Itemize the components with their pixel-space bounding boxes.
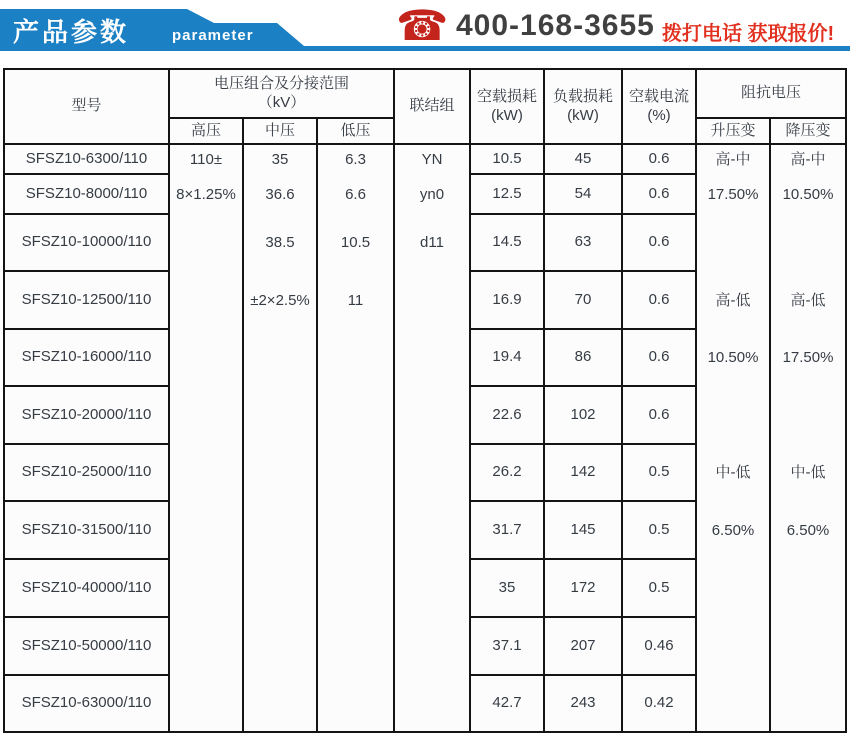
connection-merged-column-line bbox=[395, 272, 469, 330]
model-cell: SFSZ10-50000/110 bbox=[5, 618, 168, 674]
no-load-current-cell: 0.46 bbox=[623, 618, 695, 674]
mv-merged-column-line: 36.6 bbox=[265, 185, 295, 203]
mv-merged-column-line bbox=[244, 445, 316, 502]
load-loss-cell: 54 bbox=[545, 175, 621, 213]
lv-merged-column-line: 11 bbox=[347, 291, 364, 309]
header-lv: 低压 bbox=[318, 119, 393, 143]
mv-merged-column-line bbox=[244, 560, 316, 618]
step-down-merged-column-line: 17.50% bbox=[782, 349, 834, 367]
connection-merged-column-line bbox=[395, 502, 469, 560]
header-impedance-label: 阻抗电压 bbox=[740, 84, 801, 102]
lv-merged-column-line: 6.3 bbox=[345, 150, 366, 168]
hv-merged-column-line: 8×1.25% bbox=[176, 185, 236, 203]
load-loss-cell: 142 bbox=[545, 445, 621, 500]
load-loss-cell: 63 bbox=[545, 215, 621, 270]
no-load-loss-cell: 42.7 bbox=[471, 676, 543, 731]
mv-merged-column-line bbox=[244, 330, 316, 387]
step-down-merged-column bbox=[771, 145, 845, 731]
load-loss-cell: 207 bbox=[545, 618, 621, 674]
step-up-merged-column-line: 高-中 bbox=[715, 150, 751, 168]
model-cell: SFSZ10-12500/110 bbox=[5, 272, 168, 328]
lv-merged-column-line bbox=[318, 560, 393, 618]
header-load-loss-line1: 负载损耗 bbox=[552, 87, 613, 105]
connection-merged-column bbox=[395, 145, 469, 731]
model-cell: SFSZ10-10000/110 bbox=[5, 215, 168, 270]
connection-merged-column-line bbox=[395, 330, 469, 387]
page-title: 产品参数 bbox=[13, 17, 130, 47]
mv-merged-column-line: 38.5 bbox=[265, 234, 295, 252]
page-subtitle: parameter bbox=[172, 27, 254, 44]
load-loss-cell: 70 bbox=[545, 272, 621, 328]
header-model bbox=[5, 70, 168, 143]
mv-merged-column-line bbox=[244, 676, 316, 731]
connection-merged-column-line bbox=[395, 618, 469, 676]
model-cell: SFSZ10-20000/110 bbox=[5, 387, 168, 443]
no-load-loss-cell: 10.5 bbox=[471, 145, 543, 173]
lv-merged-column-line bbox=[318, 445, 393, 502]
connection-merged-column-line: yn0 bbox=[419, 185, 445, 203]
hv-merged-column-line bbox=[170, 445, 242, 502]
no-load-current-cell: 0.5 bbox=[623, 502, 695, 558]
no-load-loss-cell: 22.6 bbox=[471, 387, 543, 443]
model-cell: SFSZ10-8000/110 bbox=[5, 175, 168, 213]
no-load-loss-cell: 26.2 bbox=[471, 445, 543, 500]
step-down-merged-column-line bbox=[771, 676, 845, 731]
model-cell: SFSZ10-31500/110 bbox=[5, 502, 168, 558]
header-voltage-group bbox=[170, 70, 393, 117]
step-down-merged-column-line: 高-低 bbox=[790, 291, 826, 309]
connection-merged-column-line: d11 bbox=[420, 234, 444, 252]
no-load-loss-cell: 35 bbox=[471, 560, 543, 616]
header-voltage-line2: （kV） bbox=[257, 93, 306, 111]
no-load-current-cell: 0.6 bbox=[623, 272, 695, 328]
step-down-merged-column-line: 高-中 bbox=[790, 150, 826, 168]
load-loss-cell: 86 bbox=[545, 330, 621, 385]
telephone-icon: ☎ bbox=[396, 2, 449, 49]
no-load-loss-cell: 12.5 bbox=[471, 175, 543, 213]
model-cell: SFSZ10-40000/110 bbox=[5, 560, 168, 616]
mv-merged-column-line bbox=[244, 618, 316, 676]
header-no-load-current-line1: 空载电流 bbox=[628, 87, 689, 105]
header-voltage-line1: 电压组合及分接范围 bbox=[213, 74, 349, 92]
lv-merged-column-line bbox=[318, 618, 393, 676]
header-mv: 中压 bbox=[244, 119, 316, 143]
hv-merged-column-line bbox=[170, 272, 242, 330]
step-up-merged-column-line: 高-低 bbox=[715, 291, 751, 309]
no-load-loss-cell: 14.5 bbox=[471, 215, 543, 270]
hv-merged-column-line: 110± bbox=[189, 150, 223, 168]
step-up-merged-column-line bbox=[697, 676, 769, 731]
load-loss-cell: 172 bbox=[545, 560, 621, 616]
hv-merged-column-line bbox=[170, 676, 242, 731]
lv-merged-column bbox=[318, 145, 393, 731]
step-up-merged-column-line bbox=[697, 387, 769, 445]
no-load-current-cell: 0.6 bbox=[623, 330, 695, 385]
mv-merged-column-line bbox=[244, 387, 316, 445]
no-load-current-cell: 0.5 bbox=[623, 445, 695, 500]
mv-merged-column-line bbox=[244, 502, 316, 560]
header-load-loss-line2: (kW) bbox=[567, 106, 599, 124]
step-down-merged-column-line bbox=[771, 618, 845, 676]
load-loss-cell: 243 bbox=[545, 676, 621, 731]
lv-merged-column-line bbox=[318, 330, 393, 387]
model-cell: SFSZ10-63000/110 bbox=[5, 676, 168, 731]
step-up-merged-column-line: 中-低 bbox=[715, 464, 751, 482]
header-no-load-current-line2: (%) bbox=[647, 106, 671, 124]
no-load-current-cell: 0.6 bbox=[623, 175, 695, 213]
hv-merged-column-line bbox=[170, 330, 242, 387]
header-impedance bbox=[697, 70, 845, 117]
load-loss-cell: 102 bbox=[545, 387, 621, 443]
model-cell: SFSZ10-6300/110 bbox=[5, 145, 168, 173]
lv-merged-column-line bbox=[318, 502, 393, 560]
phone-number: 400-168-3655 bbox=[456, 9, 655, 42]
header-hv: 高压 bbox=[170, 119, 242, 143]
no-load-current-cell: 0.5 bbox=[623, 560, 695, 616]
step-down-merged-column-line bbox=[771, 560, 845, 618]
lv-merged-column-line: 10.5 bbox=[340, 234, 371, 252]
no-load-loss-cell: 31.7 bbox=[471, 502, 543, 558]
connection-merged-column-line bbox=[395, 560, 469, 618]
step-down-merged-column-line bbox=[771, 387, 845, 445]
step-down-merged-column-line: 中-低 bbox=[790, 464, 826, 482]
mv-merged-column bbox=[244, 145, 316, 731]
parameters-table bbox=[3, 68, 847, 733]
header-model-label: 型号 bbox=[71, 97, 102, 115]
no-load-loss-cell: 16.9 bbox=[471, 272, 543, 328]
connection-merged-column-line bbox=[395, 387, 469, 445]
header-connection-label: 联结组 bbox=[409, 97, 455, 115]
hv-merged-column-line bbox=[170, 387, 242, 445]
hv-merged-column bbox=[170, 145, 242, 731]
header-no-load-loss-line1: 空载损耗 bbox=[476, 87, 537, 105]
model-cell: SFSZ10-16000/110 bbox=[5, 330, 168, 385]
no-load-current-cell: 0.6 bbox=[623, 145, 695, 173]
mv-merged-column-line: 35 bbox=[271, 150, 289, 168]
step-up-merged-column bbox=[697, 145, 769, 731]
top-banner bbox=[0, 0, 850, 62]
connection-merged-column-line: YN bbox=[421, 150, 443, 168]
step-up-merged-column-line bbox=[697, 618, 769, 676]
connection-merged-column-line bbox=[395, 445, 469, 502]
header-step-down: 降压变 bbox=[771, 119, 845, 143]
step-up-merged-column-line bbox=[697, 560, 769, 618]
lv-merged-column-line: 6.6 bbox=[345, 185, 366, 203]
no-load-loss-cell: 37.1 bbox=[471, 618, 543, 674]
header-connection bbox=[395, 70, 469, 143]
no-load-loss-cell: 19.4 bbox=[471, 330, 543, 385]
step-up-merged-column-line bbox=[697, 215, 769, 272]
model-cell: SFSZ10-25000/110 bbox=[5, 445, 168, 500]
hv-merged-column-line bbox=[170, 560, 242, 618]
no-load-current-cell: 0.42 bbox=[623, 676, 695, 731]
mv-merged-column-line: ±2×2.5% bbox=[250, 291, 310, 309]
step-down-merged-column-line: 10.50% bbox=[782, 185, 834, 203]
load-loss-cell: 45 bbox=[545, 145, 621, 173]
header-load-loss bbox=[545, 70, 621, 143]
no-load-current-cell: 0.6 bbox=[623, 215, 695, 270]
header-no-load-loss bbox=[471, 70, 543, 143]
hv-merged-column-line bbox=[170, 502, 242, 560]
no-load-current-cell: 0.6 bbox=[623, 387, 695, 443]
hv-merged-column-line bbox=[170, 618, 242, 676]
header-step-up: 升压变 bbox=[697, 119, 769, 143]
load-loss-cell: 145 bbox=[545, 502, 621, 558]
lv-merged-column-line bbox=[318, 676, 393, 731]
header-no-load-current bbox=[623, 70, 695, 143]
step-up-merged-column-line: 10.50% bbox=[707, 349, 759, 367]
header-no-load-loss-line2: (kW) bbox=[491, 106, 523, 124]
lv-merged-column-line bbox=[318, 387, 393, 445]
step-down-merged-column-line: 6.50% bbox=[786, 521, 830, 539]
step-up-merged-column-line: 6.50% bbox=[711, 521, 755, 539]
step-up-merged-column-line: 17.50% bbox=[707, 185, 759, 203]
step-down-merged-column-line bbox=[771, 215, 845, 272]
connection-merged-column-line bbox=[395, 676, 469, 731]
call-cta-text: 拨打电话 获取报价! bbox=[662, 23, 835, 45]
hv-merged-column-line bbox=[170, 215, 242, 272]
